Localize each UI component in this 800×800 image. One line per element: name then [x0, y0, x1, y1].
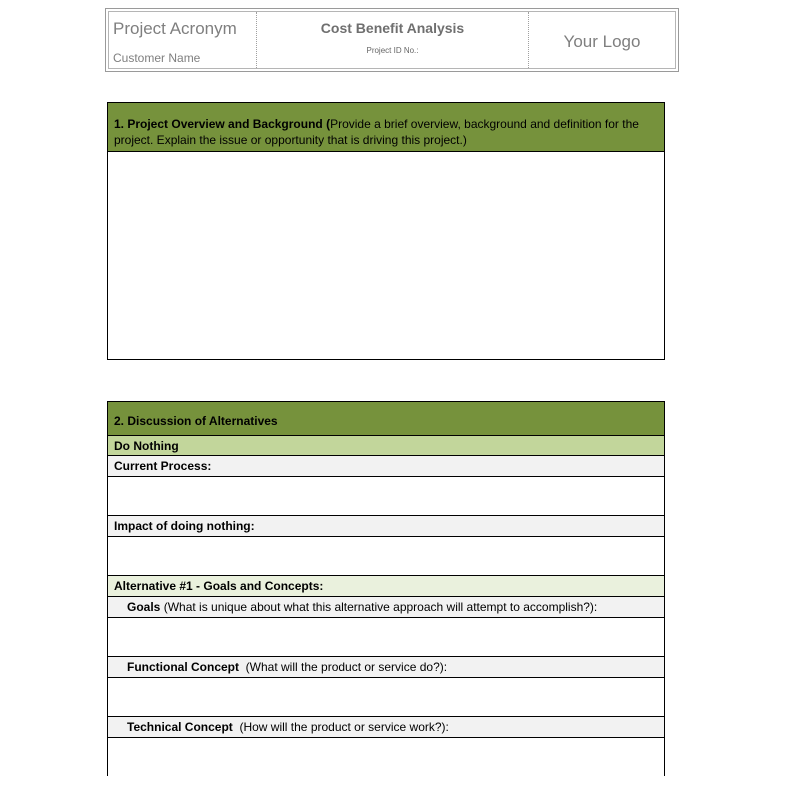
functional-concept-label: Functional Concept	[127, 660, 239, 674]
section-1-description: Provide a brief overview, background and definition for the project. Explain the issue or opportunity that is driving this project.)	[114, 117, 639, 147]
impact-label: Impact of doing nothing:	[114, 519, 255, 533]
goals-hint: (What is unique about what this alternative approach will attempt to accomplish?):	[160, 600, 598, 614]
customer-name[interactable]: Customer Name	[113, 51, 201, 65]
document-title: Cost Benefit Analysis	[320, 20, 465, 36]
section-1-input-area[interactable]	[108, 152, 664, 359]
technical-concept-label: Technical Concept	[127, 720, 233, 734]
current-process-row	[108, 456, 664, 477]
header-left-cell	[109, 12, 257, 68]
goals-row	[108, 597, 664, 618]
section-2-header	[108, 402, 664, 436]
section-project-overview	[107, 102, 665, 360]
section-1-title: 1. Project Overview and Background (	[114, 117, 331, 131]
do-nothing-row	[108, 436, 664, 456]
functional-concept-input[interactable]	[108, 678, 664, 717]
goals-input[interactable]	[108, 618, 664, 657]
do-nothing-label: Do Nothing	[114, 438, 179, 453]
current-process-input[interactable]	[108, 477, 664, 516]
project-id-label[interactable]: Project ID No.:	[366, 46, 419, 55]
technical-concept-row	[108, 717, 664, 738]
technical-concept-hint: (How will the product or service work?):	[232, 720, 449, 734]
impact-input[interactable]	[108, 537, 664, 576]
header-table	[108, 11, 676, 69]
functional-concept-hint: (What will the product or service do?):	[239, 660, 448, 674]
goals-label: Goals	[127, 600, 161, 614]
impact-row	[108, 516, 664, 537]
technical-concept-input[interactable]	[108, 738, 664, 777]
section-1-header	[108, 103, 664, 152]
alternative-1-label: Alternative #1 - Goals and Concepts:	[114, 579, 324, 593]
header-logo-cell	[529, 12, 675, 68]
document-header	[105, 8, 679, 72]
section-2-title: 2. Discussion of Alternatives	[114, 413, 278, 428]
logo-placeholder[interactable]: Your Logo	[563, 32, 641, 51]
header-middle-cell	[257, 12, 529, 68]
alternative-1-row	[108, 576, 664, 597]
project-acronym[interactable]: Project Acronym	[113, 19, 237, 38]
functional-concept-row	[108, 657, 664, 678]
section-discussion-of-alternatives	[107, 401, 665, 776]
current-process-label: Current Process:	[114, 459, 212, 473]
